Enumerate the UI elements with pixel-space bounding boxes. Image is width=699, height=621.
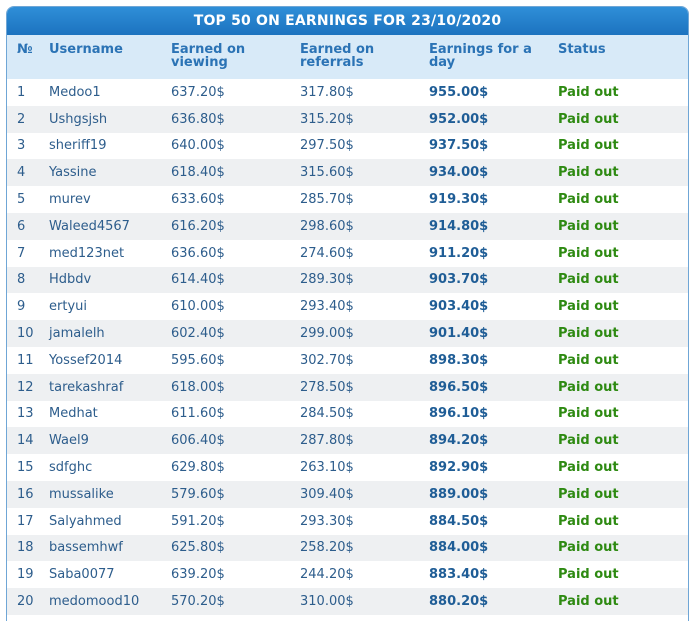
- status-cell: Paid out: [558, 433, 619, 449]
- rank-cell: 2: [17, 111, 26, 127]
- table-row: [7, 347, 688, 374]
- rank-cell: 20: [17, 594, 34, 610]
- table-row: [7, 374, 688, 401]
- viewing-earnings-cell: 611.60$: [171, 406, 225, 422]
- panel-title: TOP 50 ON EARNINGS FOR 23/10/2020: [7, 7, 688, 35]
- table-row: [7, 454, 688, 481]
- referral-earnings-cell: 284.50$: [300, 406, 354, 422]
- rank-cell: 13: [17, 406, 34, 422]
- day-earnings-cell: 903.70$: [429, 272, 489, 288]
- col-status-header: Status: [558, 35, 688, 79]
- viewing-earnings-cell: 639.20$: [171, 567, 225, 583]
- table-row: [7, 267, 688, 294]
- table-row: [7, 159, 688, 186]
- rank-cell: 7: [17, 245, 26, 261]
- username-cell: sheriff19: [49, 138, 107, 154]
- rank-cell: 12: [17, 379, 34, 395]
- referral-earnings-cell: 293.30$: [300, 513, 354, 529]
- rank-cell: 17: [17, 513, 34, 529]
- status-cell: Paid out: [558, 486, 619, 502]
- referral-earnings-cell: 258.20$: [300, 540, 354, 556]
- table-header-row: [7, 35, 688, 79]
- rank-cell: 9: [17, 299, 26, 315]
- username-cell: Medhat: [49, 406, 98, 422]
- username-cell: bassemhwf: [49, 540, 123, 556]
- status-cell: Paid out: [558, 111, 619, 127]
- viewing-earnings-cell: 610.00$: [171, 299, 225, 315]
- rank-cell: 3: [17, 138, 26, 154]
- username-cell: Waleed4567: [49, 218, 130, 234]
- day-earnings-cell: 937.50$: [429, 138, 489, 154]
- status-cell: Paid out: [558, 245, 619, 261]
- day-earnings-cell: 919.30$: [429, 192, 489, 208]
- referral-earnings-cell: 285.70$: [300, 192, 354, 208]
- status-cell: Paid out: [558, 272, 619, 288]
- username-cell: Yossef2014: [49, 352, 123, 368]
- day-earnings-cell: 911.20$: [429, 245, 489, 261]
- status-cell: Paid out: [558, 138, 619, 154]
- status-cell: Paid out: [558, 192, 619, 208]
- viewing-earnings-cell: 579.60$: [171, 486, 225, 502]
- rank-cell: 16: [17, 486, 34, 502]
- referral-earnings-cell: 309.40$: [300, 486, 354, 502]
- table-row: [7, 401, 688, 428]
- viewing-earnings-cell: 637.20$: [171, 84, 225, 100]
- rank-cell: 1: [17, 84, 26, 100]
- referral-earnings-cell: 244.20$: [300, 567, 354, 583]
- day-earnings-cell: 934.00$: [429, 165, 489, 181]
- username-cell: Hdbdv: [49, 272, 92, 288]
- day-earnings-cell: 898.30$: [429, 352, 489, 368]
- viewing-earnings-cell: 629.80$: [171, 460, 225, 476]
- viewing-earnings-cell: 618.40$: [171, 165, 225, 181]
- table-row: [7, 320, 688, 347]
- day-earnings-cell: 914.80$: [429, 218, 489, 234]
- viewing-earnings-cell: 618.00$: [171, 379, 225, 395]
- day-earnings-cell: 903.40$: [429, 299, 489, 315]
- referral-earnings-cell: 310.00$: [300, 594, 354, 610]
- rank-cell: 14: [17, 433, 34, 449]
- day-earnings-cell: 884.50$: [429, 513, 489, 529]
- rank-cell: 18: [17, 540, 34, 556]
- referral-earnings-cell: 302.70$: [300, 352, 354, 368]
- status-cell: Paid out: [558, 299, 619, 315]
- referral-earnings-cell: 297.50$: [300, 138, 354, 154]
- status-cell: Paid out: [558, 513, 619, 529]
- username-cell: Ushgsjsh: [49, 111, 108, 127]
- viewing-earnings-cell: 636.80$: [171, 111, 225, 127]
- viewing-earnings-cell: 625.80$: [171, 540, 225, 556]
- viewing-earnings-cell: 591.20$: [171, 513, 225, 529]
- table-row: [7, 186, 688, 213]
- rank-cell: 6: [17, 218, 26, 234]
- referral-earnings-cell: 315.60$: [300, 165, 354, 181]
- status-cell: Paid out: [558, 460, 619, 476]
- username-cell: murev: [49, 192, 91, 208]
- referral-earnings-cell: 293.40$: [300, 299, 354, 315]
- table-row: [7, 293, 688, 320]
- viewing-earnings-cell: 602.40$: [171, 326, 225, 342]
- viewing-earnings-cell: 616.20$: [171, 218, 225, 234]
- day-earnings-cell: 955.00$: [429, 84, 489, 100]
- status-cell: Paid out: [558, 218, 619, 234]
- username-cell: medomood10: [49, 594, 140, 610]
- status-cell: Paid out: [558, 594, 619, 610]
- table-row: [7, 481, 688, 508]
- day-earnings-cell: 883.40$: [429, 567, 489, 583]
- username-cell: ertyui: [49, 299, 87, 315]
- rank-cell: 15: [17, 460, 34, 476]
- day-earnings-cell: 901.40$: [429, 326, 489, 342]
- status-cell: Paid out: [558, 326, 619, 342]
- table-row: [7, 508, 688, 535]
- table-body: [7, 79, 688, 615]
- username-cell: mussalike: [49, 486, 114, 502]
- referral-earnings-cell: 274.60$: [300, 245, 354, 261]
- viewing-earnings-cell: 633.60$: [171, 192, 225, 208]
- table-row: [7, 427, 688, 454]
- username-cell: sdfghc: [49, 460, 93, 476]
- rank-cell: 4: [17, 165, 26, 181]
- table-row: [7, 561, 688, 588]
- col-referrals-header: Earned on referrals: [300, 35, 429, 79]
- referral-earnings-cell: 289.30$: [300, 272, 354, 288]
- rank-cell: 10: [17, 326, 34, 342]
- rank-cell: 11: [17, 352, 34, 368]
- col-username-header: Username: [49, 35, 171, 79]
- earnings-panel: [6, 6, 689, 621]
- viewing-earnings-cell: 636.60$: [171, 245, 225, 261]
- username-cell: Salyahmed: [49, 513, 122, 529]
- day-earnings-cell: 894.20$: [429, 433, 489, 449]
- col-day-header: Earnings for a day: [429, 35, 558, 79]
- status-cell: Paid out: [558, 165, 619, 181]
- username-cell: Saba0077: [49, 567, 115, 583]
- day-earnings-cell: 884.00$: [429, 540, 489, 556]
- rank-cell: 19: [17, 567, 34, 583]
- rank-cell: 5: [17, 192, 26, 208]
- day-earnings-cell: 892.90$: [429, 460, 489, 476]
- referral-earnings-cell: 299.00$: [300, 326, 354, 342]
- table-row: [7, 535, 688, 562]
- status-cell: Paid out: [558, 540, 619, 556]
- status-cell: Paid out: [558, 379, 619, 395]
- table-row: [7, 213, 688, 240]
- table-row: [7, 79, 688, 106]
- day-earnings-cell: 952.00$: [429, 111, 489, 127]
- referral-earnings-cell: 317.80$: [300, 84, 354, 100]
- day-earnings-cell: 889.00$: [429, 486, 489, 502]
- username-cell: Medoo1: [49, 84, 101, 100]
- viewing-earnings-cell: 614.40$: [171, 272, 225, 288]
- table-row: [7, 588, 688, 615]
- viewing-earnings-cell: 570.20$: [171, 594, 225, 610]
- username-cell: tarekashraf: [49, 379, 124, 395]
- referral-earnings-cell: 287.80$: [300, 433, 354, 449]
- referral-earnings-cell: 263.10$: [300, 460, 354, 476]
- username-cell: Wael9: [49, 433, 89, 449]
- earnings-table: [7, 35, 688, 615]
- table-row: [7, 240, 688, 267]
- status-cell: Paid out: [558, 406, 619, 422]
- rank-cell: 8: [17, 272, 26, 288]
- viewing-earnings-cell: 595.60$: [171, 352, 225, 368]
- username-cell: jamalelh: [49, 326, 105, 342]
- table-row: [7, 133, 688, 160]
- referral-earnings-cell: 278.50$: [300, 379, 354, 395]
- username-cell: med123net: [49, 245, 125, 261]
- viewing-earnings-cell: 640.00$: [171, 138, 225, 154]
- status-cell: Paid out: [558, 352, 619, 368]
- referral-earnings-cell: 315.20$: [300, 111, 354, 127]
- viewing-earnings-cell: 606.40$: [171, 433, 225, 449]
- username-cell: Yassine: [49, 165, 97, 181]
- day-earnings-cell: 880.20$: [429, 594, 489, 610]
- day-earnings-cell: 896.10$: [429, 406, 489, 422]
- status-cell: Paid out: [558, 84, 619, 100]
- col-viewing-header: Earned on viewing: [171, 35, 300, 79]
- day-earnings-cell: 896.50$: [429, 379, 489, 395]
- referral-earnings-cell: 298.60$: [300, 218, 354, 234]
- table-row: [7, 106, 688, 133]
- col-rank-header: №: [7, 35, 49, 79]
- status-cell: Paid out: [558, 567, 619, 583]
